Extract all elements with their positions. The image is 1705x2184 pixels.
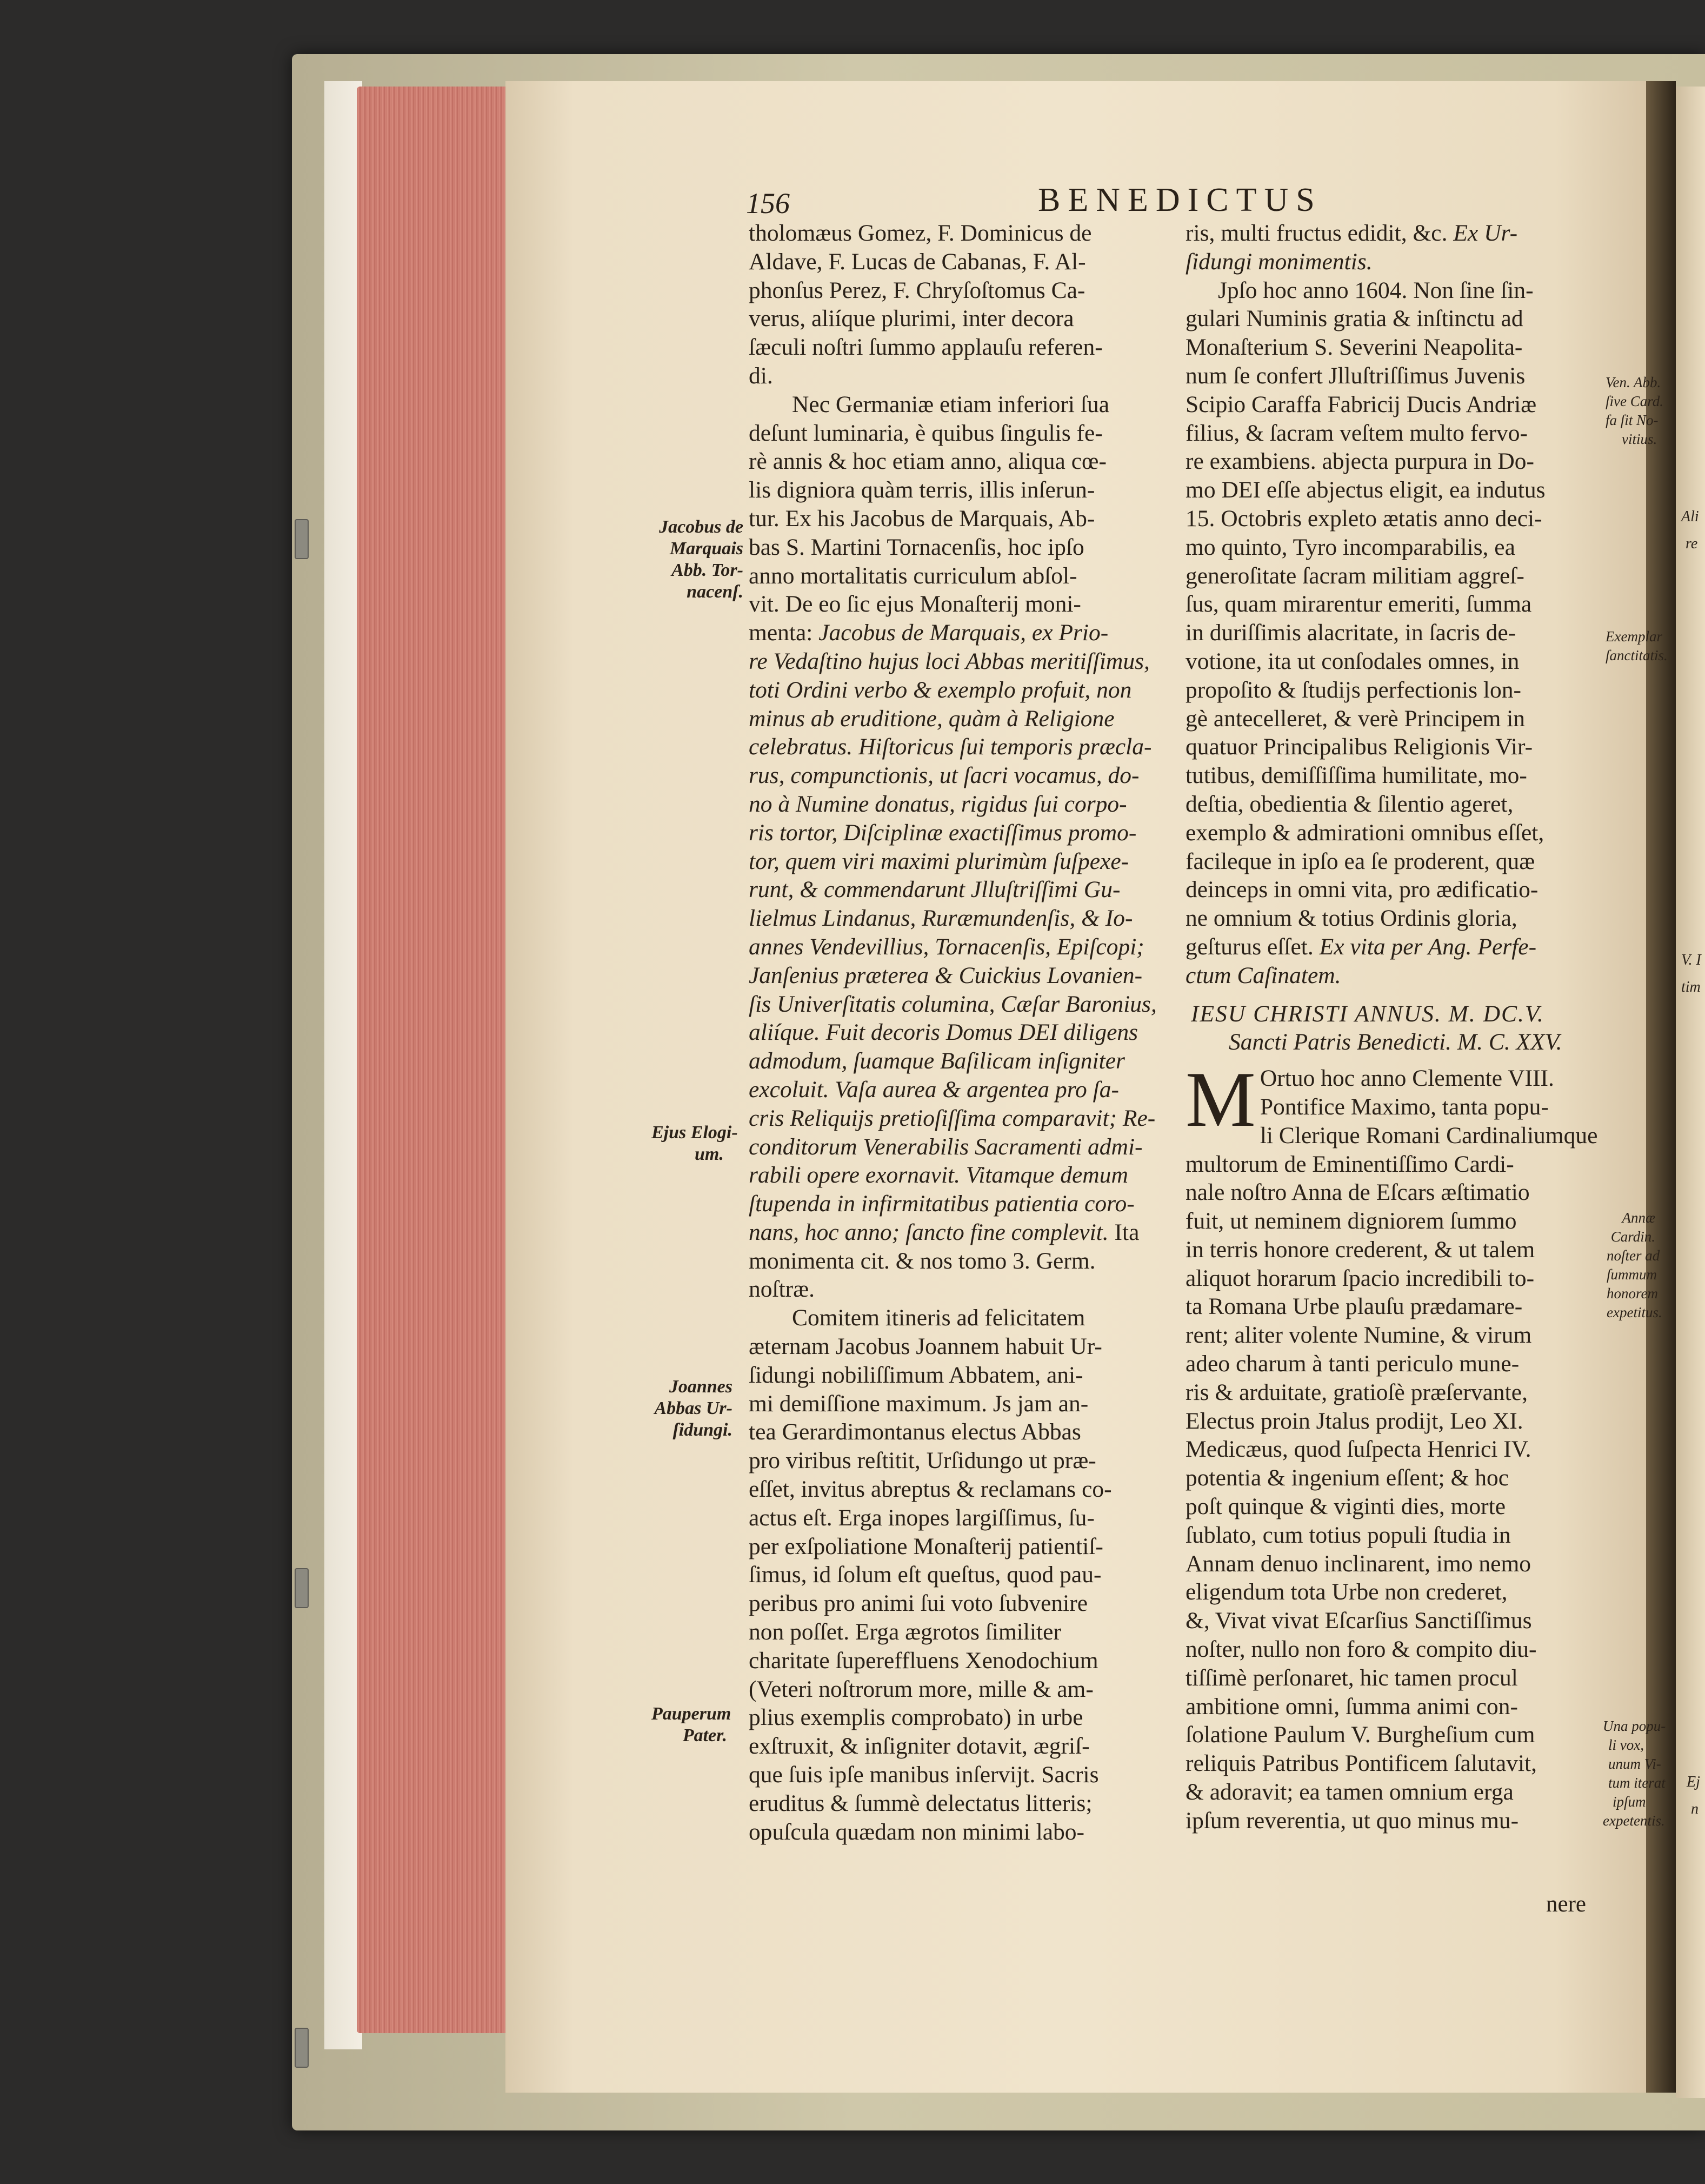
text-line: nale noſtro Anna de Eſcars æſtimatio: [1185, 1179, 1530, 1206]
text-line: mo DEI eſſe abjectus eligit, ea indutus: [1185, 477, 1546, 503]
text-line: ſidungi nobiliſſimum Abbatem, ani-: [749, 1362, 1083, 1388]
text-line: filius, & ſacram veſtem multo fervo-: [1185, 420, 1528, 446]
text-line: in terris honore crederent, & ut talem: [1185, 1236, 1535, 1263]
text-line: re exambiens. abjecta purpura in Do-: [1185, 448, 1534, 475]
text-line: Scipio Caraffa Fabricij Ducis Andriæ: [1185, 391, 1537, 417]
text-line: Nec Germaniæ etiam inferiori ſua: [792, 391, 1110, 417]
margin-note: [1607, 1209, 1662, 1322]
margin-note: [651, 516, 743, 603]
margin-note-line: honorem: [1607, 1285, 1658, 1302]
text-line: non poſſet. Erga ægrotos ſimiliter: [749, 1619, 1061, 1645]
text-line: tiſſimè perſonaret, hic tamen procul: [1185, 1664, 1518, 1691]
text-line: eruditus & ſummè delectatus litteris;: [749, 1790, 1093, 1816]
text-line: li Clerique Romani Cardinaliumque: [1260, 1122, 1598, 1149]
text-line: ſus, quam mirarentur emeriti, ſumma: [1185, 591, 1532, 618]
text-line: mo quinto, Tyro incomparabilis, ea: [1185, 534, 1515, 560]
text-line: aliíque. Fuit decoris Domus DEI diligens: [749, 1019, 1138, 1046]
margin-note-line: Pater.: [682, 1725, 727, 1745]
text-italic: Jacobus de Marquais, ex Prio-: [818, 620, 1109, 646]
text-line: re Vedaſtino hujus loci Abbas meritiſſimus,: [749, 648, 1150, 674]
text-line: [1185, 219, 1602, 248]
next-page-fragment: re: [1686, 535, 1698, 552]
text-line: ſæculi noſtri ſummo applauſu referen-: [749, 334, 1103, 361]
text-line: æternam Jacobus Joannem habuit Ur-: [749, 1333, 1102, 1360]
margin-note-line: ſidungi.: [672, 1420, 732, 1440]
catchword: nere: [1546, 1891, 1586, 1917]
year-rubric: Sancti Patris Benedicti. M. C. XXV.: [1229, 1029, 1562, 1056]
text-line: num ſe confert Jlluſtriſſimus Juvenis: [1185, 362, 1526, 389]
text-line: di.: [749, 362, 773, 389]
text-line: excoluit. Vaſa aurea & argentea pro ſa-: [749, 1076, 1119, 1103]
text-line: [1185, 933, 1602, 961]
text-line: eligendum tota Urbe non crederet,: [1185, 1579, 1508, 1605]
text-line: bas S. Martini Tornacenſis, hoc ipſo: [749, 534, 1084, 560]
margin-note: [651, 1703, 731, 1747]
text-line: tea Gerardimontanus electus Abbas: [749, 1419, 1081, 1445]
margin-note-line: ſive Card.: [1606, 393, 1663, 409]
text-line: rabili opere exornavit. Vitamque demum: [749, 1162, 1128, 1189]
margin-note-line: expetentis.: [1603, 1813, 1665, 1829]
text-line: [749, 1218, 1165, 1247]
text-line: verus, aliíque plurimi, inter decora: [749, 306, 1074, 332]
margin-note-line: Jacobus de: [659, 517, 743, 537]
text-italic: Ex vita per Ang. Perfe-: [1319, 933, 1537, 960]
page-number: 156: [746, 187, 790, 220]
text-line: annes Vendevillius, Tornacenſis, Epiſcopi;: [749, 933, 1144, 960]
text-line: gulari Numinis gratia & inſtinctu ad: [1185, 306, 1523, 332]
margin-note-line: ſanctitatis.: [1606, 647, 1668, 663]
margin-note-line: Ven. Abb.: [1606, 374, 1661, 390]
clasp-hinge: [295, 1568, 309, 1608]
text-line: fuit, ut neminem digniorem ſummo: [1185, 1208, 1517, 1234]
margin-note: [651, 1122, 738, 1165]
next-page-fragment: Ali: [1681, 508, 1699, 525]
margin-note: [1603, 1717, 1666, 1830]
text-line: ris tortor, Diſciplinæ exactiſſimus promo-: [749, 819, 1137, 846]
text-line: monimenta cit. & nos tomo 3. Germ.: [749, 1247, 1096, 1274]
text-line: rè annis & hoc etiam anno, aliqua cœ-: [749, 448, 1107, 475]
right-page-fragment: [1676, 87, 1705, 2098]
text-line: ris & arduitate, gratioſè præſervante,: [1185, 1379, 1528, 1405]
text-line: actus eſt. Erga inopes largiſſimus, ſu-: [749, 1504, 1095, 1531]
text-line: reliquis Patribus Pontificem ſalutavit,: [1185, 1750, 1537, 1777]
margin-note-line: vitius.: [1622, 431, 1657, 447]
text-line: 15. Octobris expleto ætatis anno deci-: [1185, 505, 1542, 532]
drop-capital: M: [1185, 1056, 1256, 1144]
text-line: ſolatione Paulum V. Burgheſium cum: [1185, 1722, 1535, 1748]
margin-note-line: expetitus.: [1607, 1304, 1662, 1320]
text-line: aliquot horarum ſpacio incredibili to-: [1185, 1265, 1535, 1291]
text-line: pro viribus reſtitit, Urſidungo ut præ-: [749, 1448, 1096, 1474]
text-line: admodum, ſuamque Baſilicam inſigniter: [749, 1048, 1125, 1074]
text-line: tholomæus Gomez, F. Dominicus de: [749, 220, 1092, 246]
margin-note-line: nacenſ.: [687, 582, 743, 602]
text-line: deſtia, obedientia & ſilentio ageret,: [1185, 791, 1514, 817]
text-line: (Veteri noſtrorum more, mille & am-: [749, 1676, 1094, 1702]
margin-note-line: tum iterat: [1608, 1775, 1666, 1791]
text-roman: ris, multi fructus edidit, &c.: [1185, 220, 1454, 246]
text-line: exemplo & admirationi omnibus eſſet,: [1185, 819, 1544, 846]
text-line: phonſus Perez, F. Chryſoſtomus Ca-: [749, 277, 1085, 303]
text-line: ctum Caſinatem.: [1185, 962, 1341, 988]
margin-note-line: Ejus Elogi-: [651, 1123, 738, 1143]
text-line: que ſuis ipſe manibus inſervijt. Sacris: [749, 1762, 1099, 1788]
text-line: exſtruxit, & inſigniter dotavit, ægriſ-: [749, 1733, 1090, 1760]
margin-note-line: um.: [695, 1144, 724, 1164]
text-line: Medicæus, quod ſuſpecta Henrici IV.: [1185, 1436, 1531, 1463]
text-line: Comitem itineris ad felicitatem: [792, 1305, 1085, 1331]
text-line: ta Romana Urbe plauſu prædamare-: [1185, 1293, 1523, 1320]
margin-note: [1606, 373, 1663, 449]
margin-note-line: Una popu-: [1603, 1718, 1666, 1734]
text-line: mi demiſſione maximum. Js jam an-: [749, 1390, 1089, 1417]
text-line: in duriſſimis alacritate, in ſacris de-: [1185, 620, 1516, 646]
text-line: ipſum reverentia, ut quo minus mu-: [1185, 1807, 1519, 1834]
margin-note-line: Abbas Ur-: [654, 1398, 732, 1418]
text-line: ſtupenda in infirmitatibus patientia coro-: [749, 1191, 1135, 1217]
text-line: Annam denuo inclinarent, imo nemo: [1185, 1550, 1531, 1577]
text-line: facileque in ipſo ea ſe proderent, quæ: [1185, 848, 1535, 874]
text-line: adeo charum à tanti periculo mune-: [1185, 1351, 1520, 1377]
margin-note-line: Pauperum: [651, 1704, 731, 1724]
text-line: Jpſo hoc anno 1604. Non ſine ſin-: [1218, 277, 1534, 303]
margin-note: [1606, 627, 1668, 665]
red-page-edges: [357, 87, 508, 2033]
margin-note-line: ſummum: [1607, 1266, 1657, 1283]
text-line: runt, & commendarunt Jlluſtriſſimi Gu-: [749, 877, 1121, 903]
text-line: conditorum Venerabilis Sacramenti admi-: [749, 1133, 1143, 1160]
text-line: [749, 619, 1165, 647]
text-line: potentia & ingenium eſſent; & hoc: [1185, 1465, 1509, 1491]
text-line: &, Vivat vivat Eſcarſius Sanctiſſimus: [1185, 1608, 1532, 1634]
text-line: rus, compunctionis, ut ſacri vocamus, do-: [749, 762, 1140, 789]
text-line: eſſet, invitus abreptus & reclamans co-: [749, 1476, 1112, 1503]
margin-note-line: unum Vi-: [1608, 1756, 1661, 1772]
margin-note-line: noſter ad: [1607, 1247, 1660, 1264]
text-line: noſter, nullo non foro & compito diu-: [1185, 1636, 1537, 1663]
margin-note-line: li vox,: [1608, 1737, 1644, 1753]
text-line: Pontifice Maximo, tanta popu-: [1260, 1093, 1549, 1120]
text-line: ſimus, id ſolum eſt queſtus, quod pau-: [749, 1562, 1102, 1588]
text-line: ſublato, cum totius populi ſtudia in: [1185, 1522, 1511, 1548]
next-page-fragment: V. I: [1681, 952, 1701, 968]
margin-note: [651, 1376, 732, 1441]
text-line: gè antecelleret, & verè Principem in: [1185, 705, 1526, 732]
clasp-hinge: [295, 519, 309, 559]
text-line: tur. Ex his Jacobus de Marquais, Ab-: [749, 505, 1095, 532]
next-page-fragment: n: [1691, 1801, 1699, 1817]
next-page-fragment: tim: [1681, 979, 1701, 995]
text-line: cris Reliquijs pretioſiſſima comparavit; Re-: [749, 1105, 1156, 1131]
text-line: ſis Univerſitatis columina, Cæſar Baronius,: [749, 991, 1157, 1017]
text-line: peribus pro animi ſui voto ſubvenire: [749, 1590, 1088, 1617]
text-line: ambitione omni, ſumma animi con-: [1185, 1693, 1518, 1720]
year-rubric: IESU CHRISTI ANNUS. M. DC.V.: [1191, 1000, 1544, 1027]
right-text-column: [1185, 219, 1602, 1835]
text-line: lielmus Lindanus, Ruræmundenſis, & Io-: [749, 905, 1133, 932]
margin-note-line: Exemplar: [1606, 628, 1662, 645]
text-roman: Ita: [1108, 1219, 1140, 1245]
text-line: deinceps in omni vita, pro ædificatio-: [1185, 877, 1539, 903]
text-line: opuſcula quædam non minimi labo-: [749, 1818, 1085, 1845]
text-line: & adoravit; ea tamen omnium erga: [1185, 1779, 1514, 1805]
text-roman: geſturus eſſet.: [1185, 933, 1320, 960]
text-line: Janſenius præterea & Cuickius Lovanien-: [749, 962, 1143, 988]
text-line: votione, ita ut conſodales omnes, in: [1185, 648, 1520, 674]
text-line: minus ab eruditione, quàm à Religione: [749, 705, 1115, 732]
text-line: noſtræ.: [749, 1276, 815, 1303]
text-line: multorum de Eminentiſſimo Cardi-: [1185, 1151, 1514, 1177]
text-line: generoſitate ſacram militiam aggreſ-: [1185, 562, 1524, 589]
text-italic: nans, hoc anno; ſancto fine complevit.: [749, 1219, 1109, 1245]
text-line: poſt quinque & viginti dies, morte: [1185, 1493, 1506, 1520]
text-line: quatuor Principalibus Religionis Vir-: [1185, 734, 1533, 760]
margin-note-line: Marquais: [669, 539, 743, 559]
text-line: tor, quem viri maximi plurimùm ſuſpexe-: [749, 848, 1129, 874]
text-line: ſidungi monimentis.: [1185, 248, 1373, 275]
text-line: toti Ordini verbo & exemplo profuit, non: [749, 676, 1132, 703]
text-line: no à Numine donatus, rigidus ſui corpo-: [749, 791, 1127, 817]
text-roman: menta:: [749, 620, 819, 646]
text-line: tutibus, demiſſiſſima humilitate, mo-: [1185, 762, 1527, 789]
margin-note-line: Abb. Tor-: [671, 560, 743, 580]
text-line: plius exemplis comprobato) in urbe: [749, 1704, 1083, 1731]
clasp-hinge: [295, 2028, 309, 2068]
next-page-fragment: Ej: [1687, 1774, 1700, 1790]
text-line: vit. De eo ſic ejus Monaſterij moni-: [749, 591, 1081, 618]
text-italic: Ex Ur-: [1453, 220, 1518, 246]
text-line: per exſpoliatione Monaſterij patientiſ-: [749, 1533, 1103, 1559]
text-line: Monaſterium S. Severini Neapolita-: [1185, 334, 1523, 361]
text-line: Aldave, F. Lucas de Cabanas, F. Al-: [749, 248, 1086, 275]
text-line: rent; aliter volente Numine, & virum: [1185, 1322, 1532, 1349]
margin-note-line: fa ſit No-: [1606, 412, 1659, 428]
margin-note-line: ipſum: [1613, 1794, 1646, 1810]
margin-note-line: Joannes: [669, 1377, 732, 1397]
text-line: propoſito & ſtudijs perfectionis lon-: [1185, 676, 1522, 703]
text-line: deſunt luminaria, è quibus ſingulis fe-: [749, 420, 1103, 446]
text-line: lis digniora quàm terris, illis inſerun-: [749, 477, 1095, 503]
text-line: charitate ſupereffluens Xenodochium: [749, 1647, 1098, 1674]
text-line: Electus proin Jtalus prodijt, Leo XI.: [1185, 1408, 1523, 1434]
text-line: celebratus. Hiſtoricus ſui temporis præcla-: [749, 734, 1152, 760]
text-line: ne omnium & totius Ordinis gloria,: [1185, 905, 1517, 932]
margin-note-line: Cardin.: [1610, 1229, 1655, 1245]
text-line: anno mortalitatis curriculum abſol-: [749, 562, 1077, 589]
text-line: Ortuo hoc anno Clemente VIII.: [1260, 1065, 1554, 1092]
left-text-column: [749, 219, 1165, 1846]
running-header: BENEDICTUS: [1038, 182, 1322, 218]
margin-note-line: Annæ: [1622, 1210, 1655, 1226]
